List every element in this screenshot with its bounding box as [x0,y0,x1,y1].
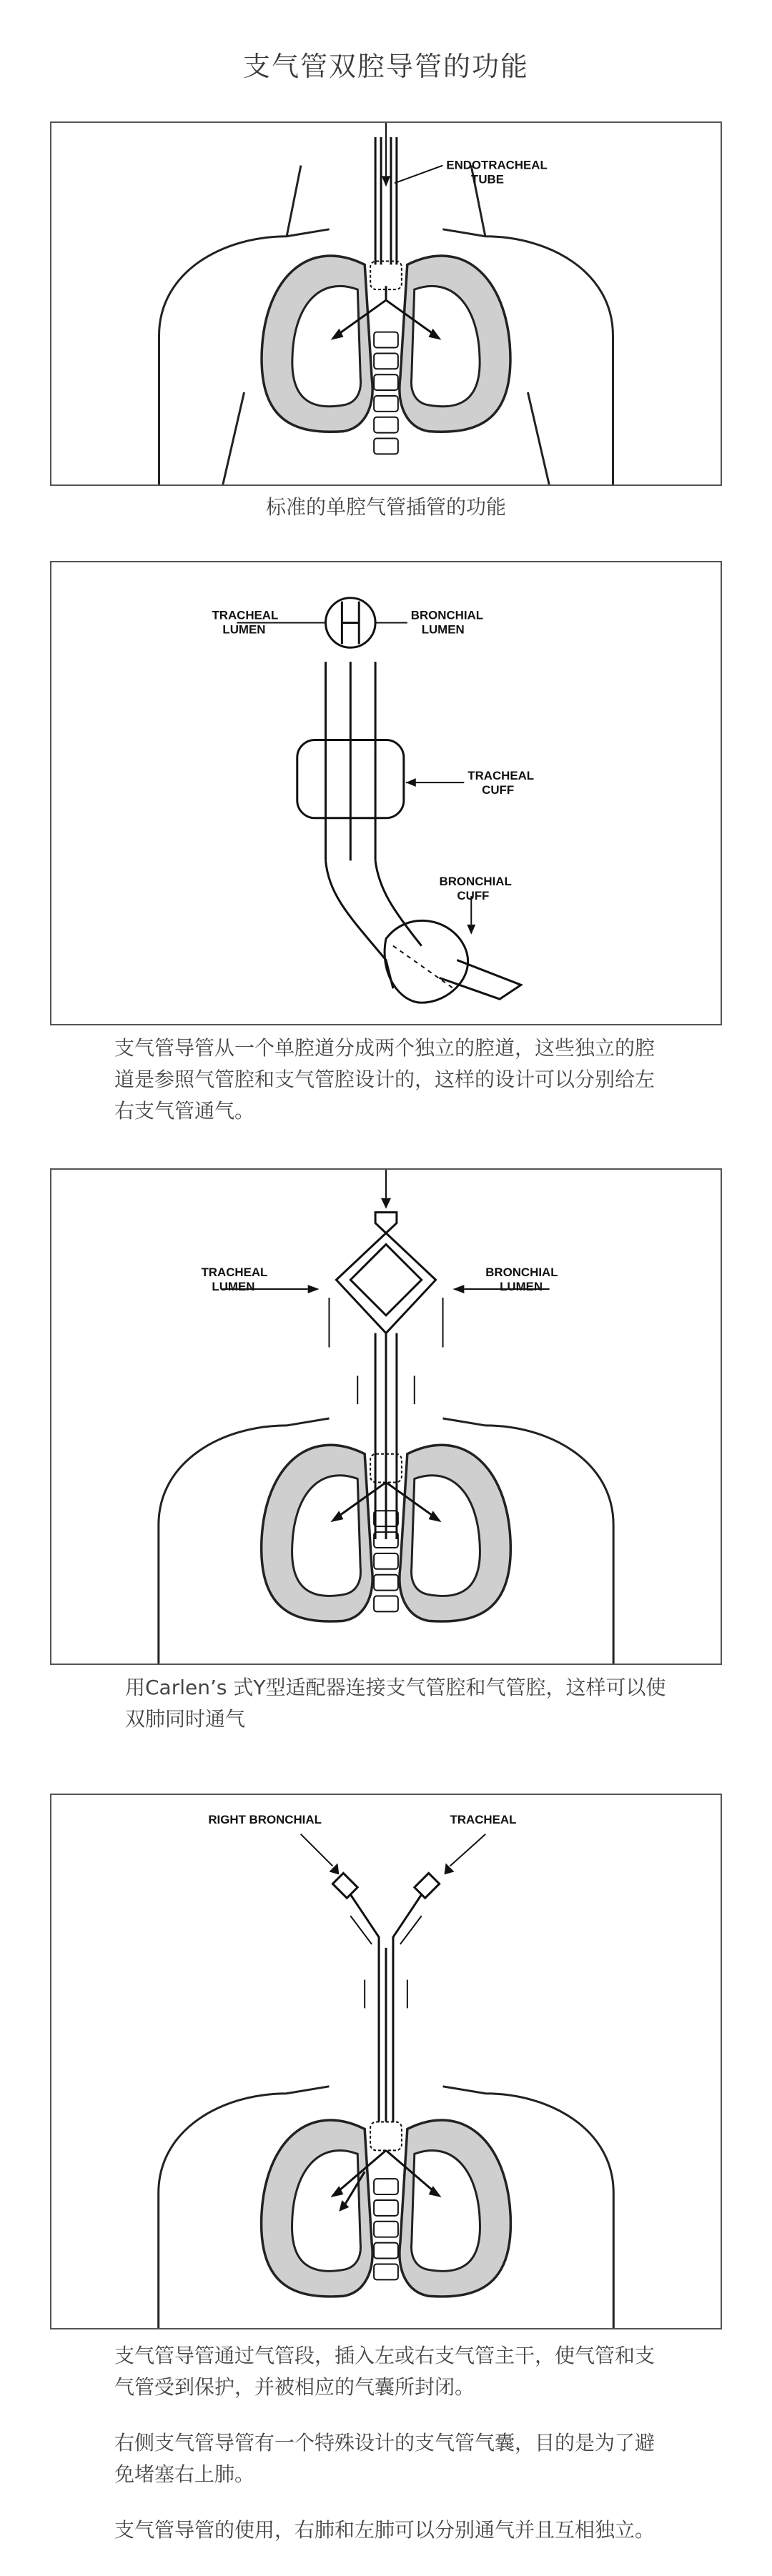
label-bronchial-lumen-2: LUMEN [500,1280,543,1294]
label-tracheal-lumen-1: TRACHEAL [201,1265,268,1280]
label-tracheal-lumen-2: LUMEN [212,1280,255,1294]
label-tracheal-lumen-2: LUMEN [222,622,266,637]
figure-single-lumen-tube [50,121,722,486]
figure-carlen-adapter [50,1168,722,1665]
spine [374,332,398,454]
label-tracheal: TRACHEAL [450,1812,517,1826]
bronchial-placement-diagram [51,1795,721,2328]
label-right-bronchial: RIGHT BRONCHIAL [208,1812,322,1826]
figure-bronchial-placement [50,1794,722,2329]
label-tracheal-cuff-2: CUFF [482,782,515,797]
label-tracheal-lumen-1: TRACHEAL [212,608,279,622]
page-title: 支气管双腔导管的功能 [242,51,529,82]
label-bronchial-cuff-2: CUFF [457,889,490,903]
caption-figure1: 标准的单腔气管插管的功能 [265,495,506,519]
paragraph-3: 支气管导管的使用，右肺和左肺可以分别通气并且互相独立。 [114,2518,655,2542]
label-tube: TUBE [471,172,504,187]
label-bronchial-lumen-1: BRONCHIAL [485,1265,558,1280]
caption-figure2: 支气管导管从一个单腔道分成两个独立的腔道，这些独立的腔道是参照气管腔和支气管腔设计的，这样的设计可以分别给左右支气管通气。 [114,1036,655,1123]
caption-figure3: 用Carlen’s 式Y型适配器连接支气管腔和气管腔，这样可以使双肺同时通气 [125,1676,666,1731]
label-bronchial-lumen-2: LUMEN [421,622,465,637]
carlen-adapter-diagram [51,1170,721,1664]
label-bronchial-cuff-1: BRONCHIAL [439,875,512,889]
label-endotracheal: ENDOTRACHEAL [446,158,548,172]
caption-figure4 [114,2340,672,2546]
label-bronchial-lumen-1: BRONCHIAL [410,608,484,622]
label-tracheal-cuff-1: TRACHEAL [467,769,535,783]
paragraph-1: 支气管导管通过气管段，插入左或右支气管主干，使气管和支气管受到保护，并被相应的气囊所封闭。 [114,2344,655,2399]
double-lumen-diagram [51,562,721,1024]
figure-double-lumen-tube [50,561,722,1025]
paragraph-2: 右侧支气管导管有一个特殊设计的支气管气囊，目的是为了避免堵塞右上肺。 [114,2431,655,2486]
single-lumen-diagram [51,123,721,484]
bronchial-cuff [385,920,468,1003]
